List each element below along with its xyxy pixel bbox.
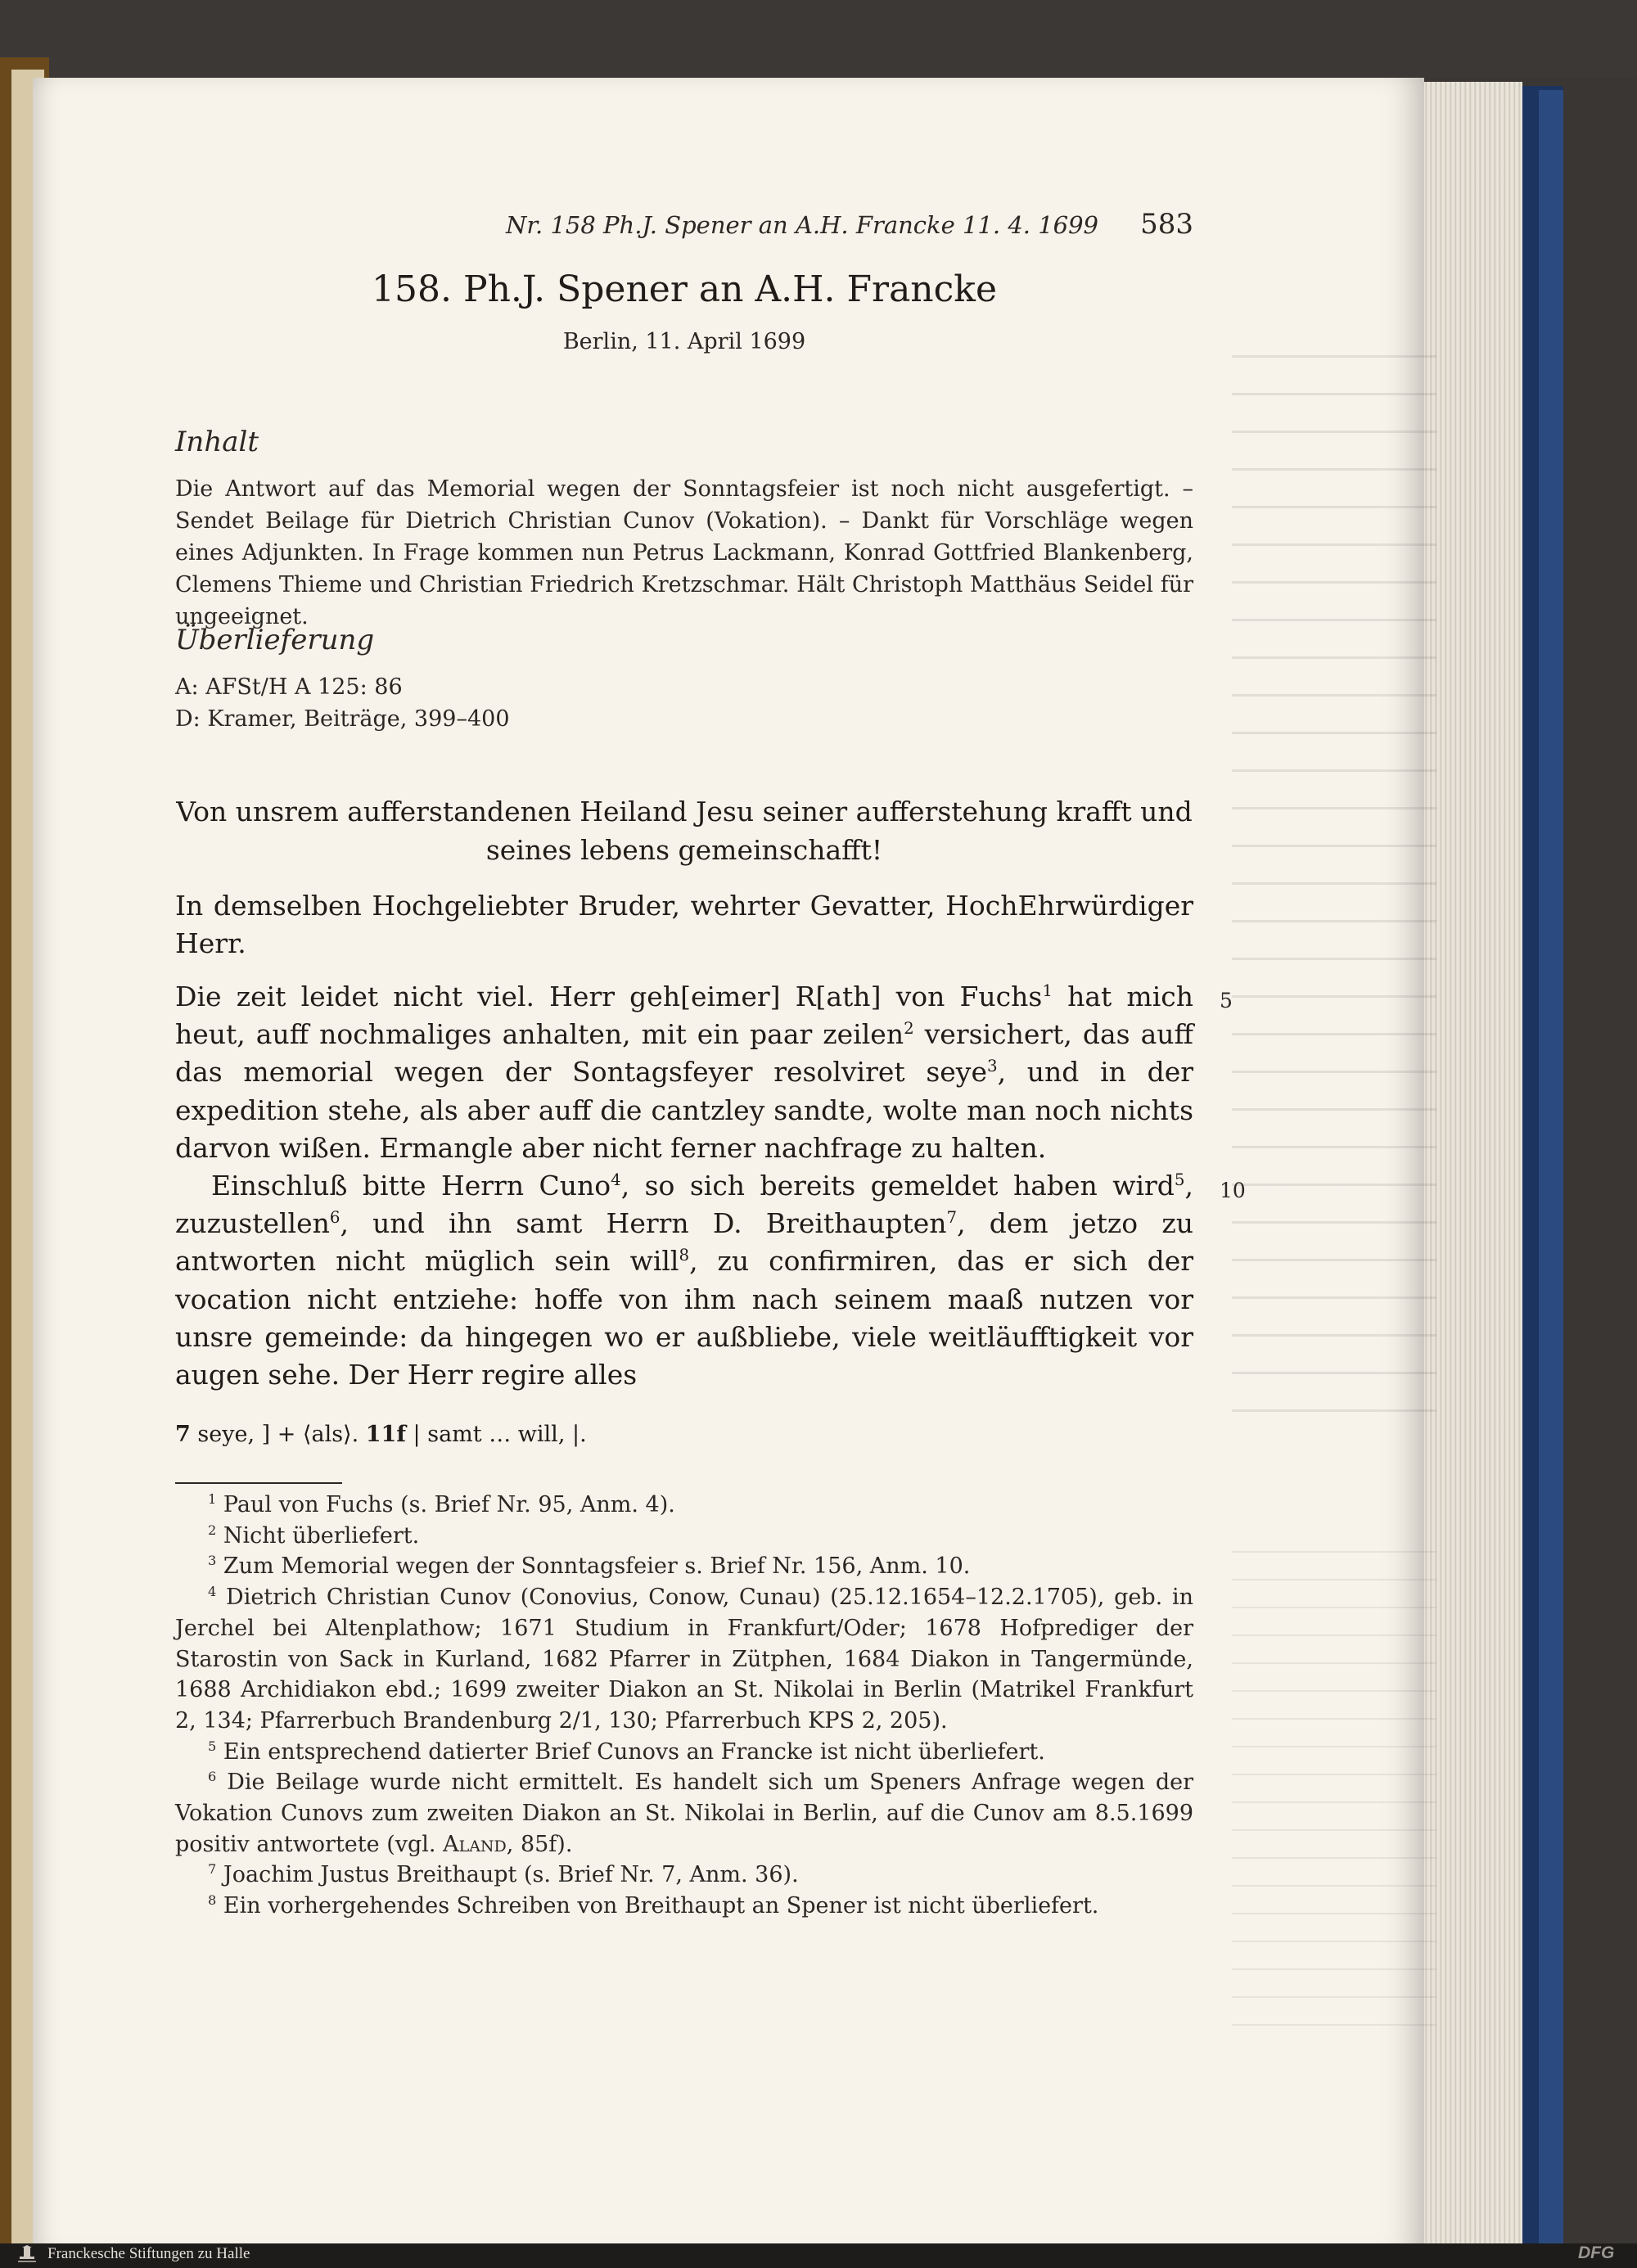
salutation: In demselben Hochgeliebter Bruder, wehrter Gevatter, HochEhrwürdiger Herr. bbox=[175, 890, 1193, 959]
footnote: $^5$ Ein entsprechend datierter Brief Cunovs an Francke ist nicht überliefert. bbox=[208, 1738, 1045, 1765]
footnote: $^7$ Joachim Justus Breithaupt (s. Brief Nr. 7, Anm. 36). bbox=[208, 1861, 799, 1888]
footnote: $^2$ Nicht überliefert. bbox=[208, 1522, 420, 1549]
footnote: $^4$ Dietrich Christian Cunov (Conovius, Conow, Cunau) (25.12.1654–12.2.1705), geb. in Jerchel bei Altenplathow; 1671 Studium in Frankfurt/Oder; 1678 Hofprediger der Starostin von Sack in Kurland, 1682 Pfarrer in Zütphen, 1684 Diakon in Tangermünde, 1688 Archidiakon ebd.; 1699 zweiter Diakon an St. Nikolai in Berlin (Matrikel Frankfurt 2, 134; Pfarrerbuch Brandenburg 2/1, 130; Pfarrerbuch KPS 2, 205). bbox=[175, 1584, 1193, 1734]
institution-name: Franckesche Stiftungen zu Halle bbox=[47, 2245, 250, 2262]
ueberlieferung-heading: Überlieferung bbox=[175, 624, 375, 656]
footnote-rule bbox=[175, 1482, 342, 1484]
letter-body bbox=[175, 978, 1193, 1394]
greeting-line-2: seines lebens gemeinschafft! bbox=[485, 834, 883, 866]
running-header: Nr. 158 Ph.J. Spener an A.H. Francke 11. 4. 1699 bbox=[505, 211, 1099, 239]
footnote-ref: 6 bbox=[329, 1208, 340, 1228]
greeting bbox=[175, 792, 1193, 869]
footnote: $^8$ Ein vorhergehendes Schreiben von Breithaupt an Spener ist nicht überliefert. bbox=[208, 1892, 1099, 1919]
source-a: A: AFSt/H A 125: 86 bbox=[175, 674, 403, 700]
footnotes bbox=[175, 1490, 1193, 1922]
letter-place-date: Berlin, 11. April 1699 bbox=[562, 329, 806, 354]
book-cover-edge bbox=[1539, 90, 1563, 2251]
institution-logo-icon bbox=[15, 2245, 39, 2265]
critical-apparatus: 7 seye, ] + ⟨als⟩. 11f | samt … will, |. bbox=[175, 1422, 587, 1447]
letter-title: 158. Ph.J. Spener an A.H. Francke bbox=[372, 268, 997, 310]
inhalt-text: Die Antwort auf das Memorial wegen der Sonntagsfeier ist noch nicht ausgefertigt. – Sendet Beilage für Dietrich Christian Cunov (Vokation). – Dankt für Vorschläge wegen eines Adjunkten. In Frage kommen nun Petrus Lackmann, Konrad Gottfried Blankenberg, Clemens Thieme und Christian Friedrich Kretzschmar. Hält Christoph Matthäus Seidel für ungeeignet. bbox=[175, 476, 1193, 629]
paragraph-1: Die zeit leidet nicht viel. Herr geh[eimer] R[ath] von Fuchs$^1$ hat mich heut, auff nochmaliges anhalten, mit ein paar zeilen$^2$ versichert, das auff das memorial wegen der Sontagsfeyer resolviret seye$^3$, und in der expedition stehe, als aber auff die cantzley sandte, wolte man noch nichts darvon wißen. Ermangle aber nicht ferner nachfrage zu halten. bbox=[175, 981, 1193, 1164]
scanner-background-top bbox=[0, 0, 1637, 78]
footnote-ref: 7 bbox=[946, 1208, 958, 1228]
footnote: $^1$ Paul von Fuchs (s. Brief Nr. 95, Anm. 4). bbox=[208, 1491, 675, 1517]
dfg-logo: DFG bbox=[1578, 2243, 1615, 2262]
footnote-ref: 1 bbox=[1042, 981, 1053, 1000]
footnote: $^6$ Die Beilage wurde nicht ermittelt. Es handelt sich um Speners Anfrage wegen der Vokation Cunovs zum zweiten Diakon an St. Nikolai in Berlin, auf die Cunov am 8.5.1699 positiv antwortete (vgl. Aland, 85f). bbox=[175, 1769, 1193, 1857]
bleed-through bbox=[1232, 348, 1436, 1412]
ueberlieferung-list bbox=[175, 671, 1193, 735]
inhalt-heading: Inhalt bbox=[175, 426, 259, 458]
footnote-ref: 3 bbox=[986, 1057, 998, 1076]
footnote-ref: 8 bbox=[679, 1246, 690, 1265]
footnote: $^3$ Zum Memorial wegen der Sonntagsfeier s. Brief Nr. 156, Anm. 10. bbox=[208, 1553, 971, 1580]
paragraph-2: Einschluß bitte Herrn Cuno$^4$, so sich bereits gemeldet haben wird$^5$, zuzustellen$^6$, und ihn samt Herrn D. Breithaupten$^7$, dem jetzo zu antworten nicht müglich sein will$^8$, zu confirmiren, das er sich der vocation nicht entziehe: hoffe von ihm nach seinem maaß nutzen vor unsre gemeinde: da hingegen wo er außbliebe, viele weitläufftigkeit vor augen sehe. Der Herr regire alles bbox=[175, 1170, 1193, 1391]
page-number: 583 bbox=[1140, 208, 1193, 241]
footnote-ref: 4 bbox=[611, 1170, 621, 1190]
source-d: D: Kramer, Beiträge, 399–400 bbox=[175, 706, 510, 732]
footnote-ref: 5 bbox=[1174, 1170, 1185, 1190]
line-number: 10 bbox=[1220, 1179, 1246, 1202]
greeting-line-1: Von unsrem aufferstandenen Heiland Jesu seiner aufferstehung krafft und bbox=[176, 796, 1193, 827]
bleed-through bbox=[1232, 1535, 1436, 2026]
footnote-ref: 2 bbox=[904, 1019, 914, 1039]
line-number: 5 bbox=[1220, 989, 1233, 1012]
